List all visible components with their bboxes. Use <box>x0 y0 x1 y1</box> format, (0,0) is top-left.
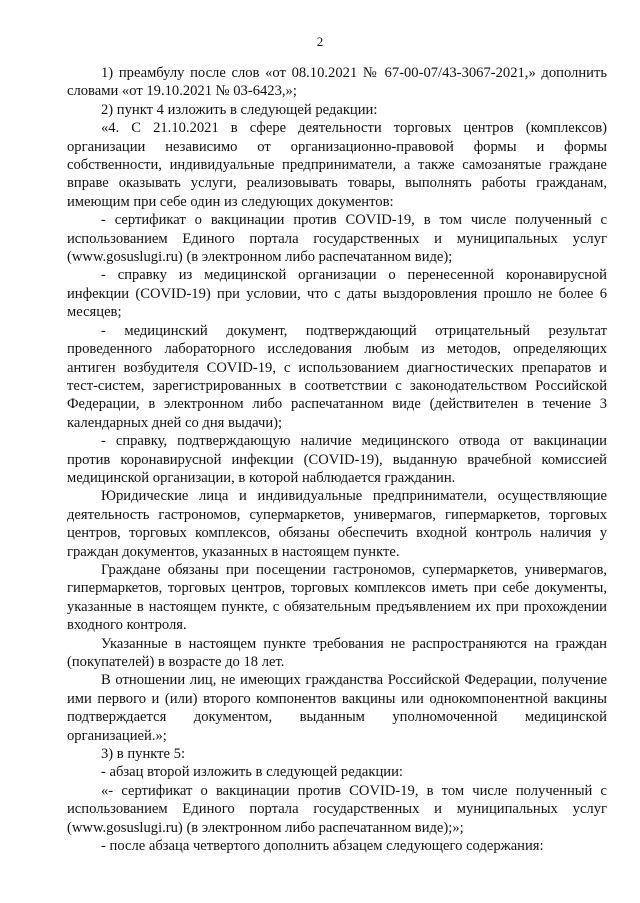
paragraph-item-5-new-text: «- сертификат о вакцинации против COVID-19, в том числе полученный с использованием Единого портала государственных и муниципальных услуг (www.gosuslugi.ru) (в электронном либо распечатанном виде);»; <box>67 782 607 836</box>
paragraph-negative-test: - медицинский документ, подтверждающий отрицательный результат проведенного лабораторного исследования любым из методов, определяющих антиген возбудителя COVID-19, с использованием диагностических препаратов и тест-систем, зарегистрированных в соответствии с законодательством Российской Федерации, в электронном либо распечатанном виде (действителен в течение 3 календарных дней со дня выдачи); <box>67 322 607 431</box>
paragraph-age-exception: Указанные в настоящем пункте требования не распространяются на граждан (покупателей) в возрасте до 18 лет. <box>67 635 607 670</box>
paragraph-recovery-certificate: - справку из медицинской организации о перенесенной коронавирусной инфекции (COVID-19) при условии, что с даты выздоровления прошло не более 6 месяцев; <box>67 267 607 321</box>
paragraph-citizens-obligation: Граждане обязаны при посещении гастрономов, супермаркетов, универмагов, гипермаркетов, торговых центров, торговых комплексов иметь при себе документы, указанные в настоящем пункте, с обязательным предъявлением их при прохождении входного контроля. <box>67 561 607 634</box>
paragraph-item-5-intro: 3) в пункте 5: <box>101 746 186 763</box>
paragraph-item-5-addition: - после абзаца четвертого дополнить абзацем следующего содержания: <box>101 838 544 855</box>
paragraph-entrance-control: Юридические лица и индивидуальные предприниматели, осуществляющие деятельность гастрономов, супермаркетов, универмагов, гипермаркетов, торговых центров, торговых комплексов, обязаны обеспечить входной контроль наличия у граждан документов, указанных в настоящем пункте. <box>67 488 607 560</box>
paragraph-item-5-second-abzac: - абзац второй изложить в следующей редакции: <box>101 764 403 781</box>
paragraph-item-4-intro: 2) пункт 4 изложить в следующей редакции: <box>101 101 378 118</box>
paragraph-preamble-amendment: 1) преамбулу после слов «от 08.10.2021 № 67-00-07/43-3067-2021,» дополнить словами «от 19.10.2021 № 03-6423,»; <box>67 65 607 100</box>
document-body <box>67 64 607 855</box>
paragraph-foreign-citizens: В отношении лиц, не имеющих гражданства Российской Федерации, получение ими первого и (или) второго компонентов вакцины или однокомпонентной вакцины подтверждается документом, выданным уполномоченной медицинской организацией.»; <box>67 672 607 744</box>
paragraph-vaccination-certificate: - сертификат о вакцинации против COVID-19, в том числе полученный с использованием Единого портала государственных и муниципальных услуг (www.gosuslugi.ru) (в электронном либо распечатанном виде); <box>67 212 607 266</box>
page-number: 2 <box>316 34 324 49</box>
paragraph-medical-exemption: - справку, подтверждающую наличие медицинского отвода от вакцинации против коронавирусной инфекции (COVID-19), выданную врачебной комиссией медицинской организации, в которой наблюдается гражданин. <box>67 433 607 486</box>
paragraph-item-4-text: «4. С 21.10.2021 в сфере деятельности торговых центров (комплексов) организации независимо от организационно-правовой формы и формы собственности, индивидуальные предприниматели, а также самозанятые граждане вправе оказывать услуги, реализовывать товары, выполнять работы гражданам, имеющим при себе один из следующих документов: <box>67 120 607 210</box>
